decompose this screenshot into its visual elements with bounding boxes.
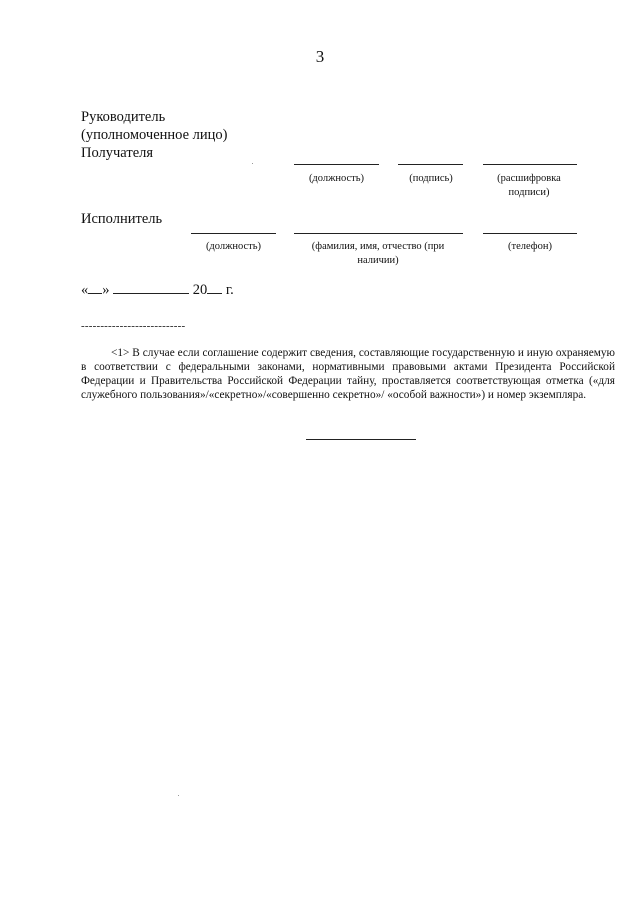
head-title-line-1: Руководитель: [81, 109, 166, 125]
scan-speck: [178, 795, 179, 796]
end-of-document-line: [306, 439, 416, 440]
head-signature-line[interactable]: [398, 164, 463, 165]
footnote-text: <1> В случае если соглашение содержит сведения, составляющие государственную и иную охраняемую в соответствии с федеральными законами, нормативными правовыми актами Президента Российской Федерации и Правительства Российской Федерации тайну, проставляется соответствующая отметка («для служебного пользования»/«секретно»/«совершенно секретно»/ «особой важности») и номер экземпляра.: [81, 347, 615, 401]
date-month-field[interactable]: [113, 280, 189, 294]
executor-name-line[interactable]: [294, 233, 463, 234]
date-day-field[interactable]: [88, 280, 102, 294]
date-line: [81, 280, 234, 299]
date-open-quote: «: [81, 282, 89, 298]
executor-position-caption: (должность): [205, 241, 262, 252]
executor-label: Исполнитель: [81, 211, 163, 227]
executor-name-caption: (фамилия, имя, отчество (при наличии): [311, 241, 445, 266]
head-title-line-3: Получателя: [81, 145, 154, 161]
executor-phone-caption: (телефон): [508, 241, 552, 252]
date-close-quote: »: [102, 282, 110, 298]
date-year-suffix: г.: [225, 282, 234, 298]
head-position-line[interactable]: [294, 164, 379, 165]
head-position-caption: (должность): [308, 173, 365, 184]
head-decoding-caption: (расшифровка подписи): [497, 173, 561, 198]
head-title-line-2: (уполномоченное лицо): [81, 127, 228, 143]
executor-position-line[interactable]: [191, 233, 276, 234]
date-year-prefix: 20: [192, 282, 208, 298]
head-decoding-line[interactable]: [483, 164, 577, 165]
page-number: 3: [315, 47, 325, 66]
footnote-separator: ---------------------------: [81, 320, 186, 332]
date-year-field[interactable]: [207, 280, 222, 294]
executor-phone-line[interactable]: [483, 233, 577, 234]
head-signature-caption: (подпись): [409, 173, 453, 184]
scan-speck: [252, 163, 253, 164]
